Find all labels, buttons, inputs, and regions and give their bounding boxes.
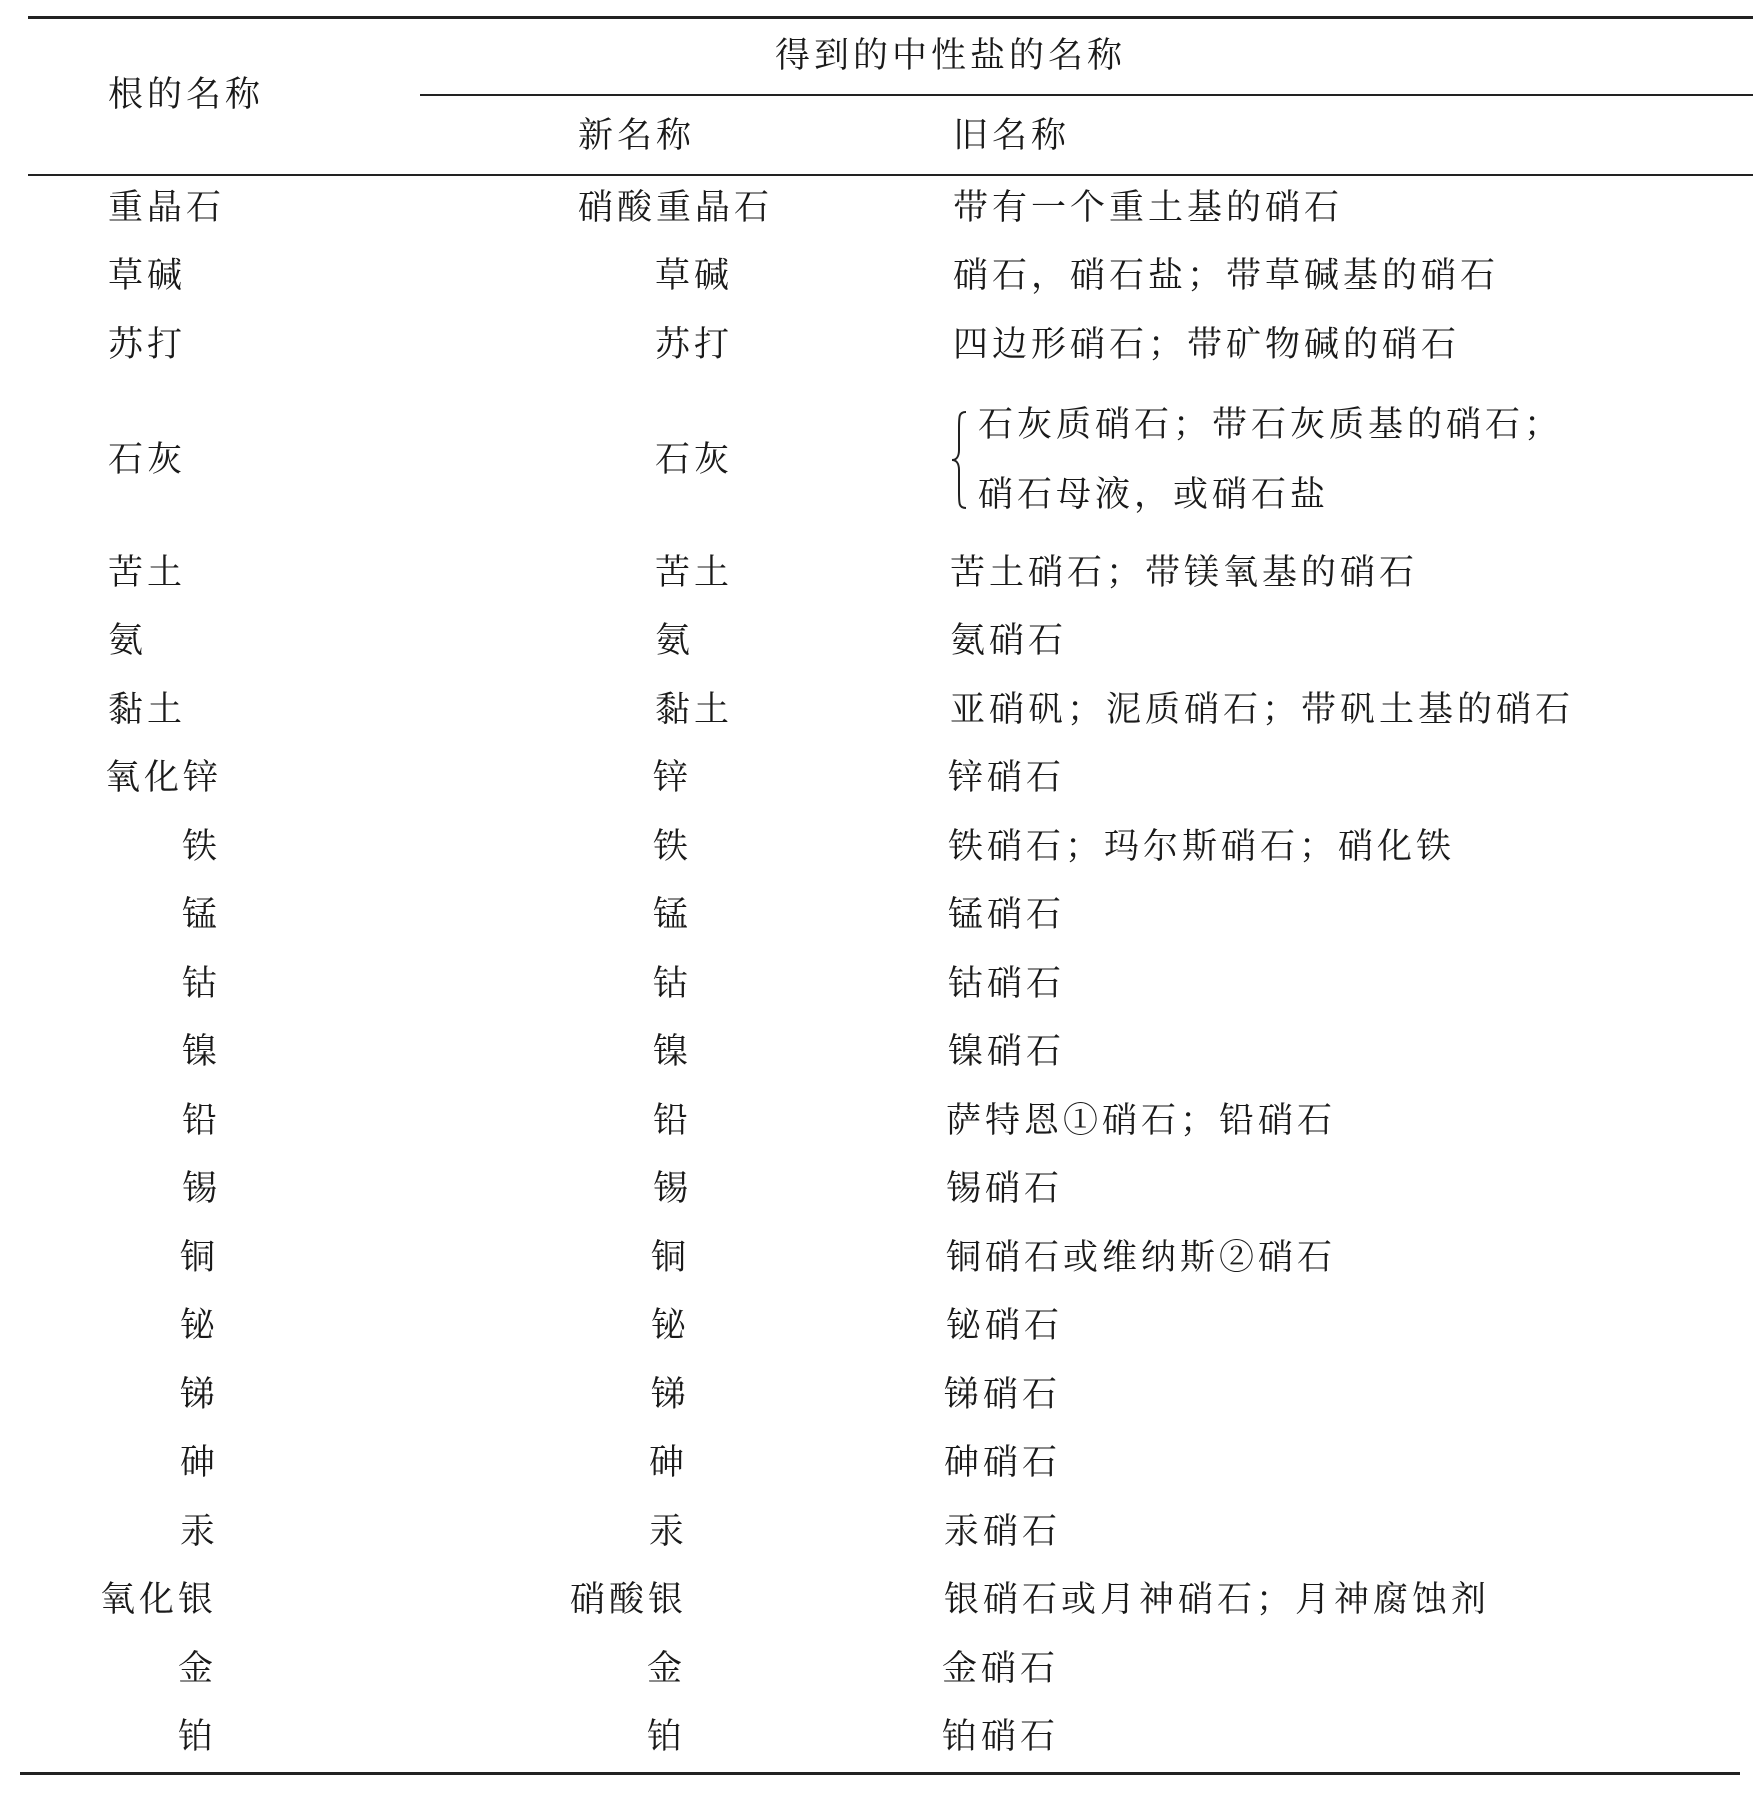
table-bottom-rule — [20, 1772, 1740, 1775]
cell-new: 苏打 — [655, 325, 734, 365]
cell-new: 硝酸重晶石 — [578, 188, 774, 228]
cell-root: 铂 — [178, 1717, 218, 1757]
cell-root: 汞 — [180, 1512, 220, 1552]
cell-new: 锑 — [651, 1375, 691, 1415]
cell-old: 铁硝石；玛尔斯硝石；硝化铁 — [948, 827, 1456, 867]
cell-old: 萨特恩①硝石；铅硝石 — [946, 1101, 1337, 1141]
cell-root: 金 — [178, 1649, 218, 1689]
cell-new: 铋 — [651, 1306, 691, 1346]
cell-root: 黏土 — [108, 690, 187, 730]
table-top-rule — [28, 16, 1753, 19]
cell-old: 硝石，硝石盐；带草碱基的硝石 — [953, 256, 1500, 296]
cell-old: 锰硝石 — [948, 895, 1066, 935]
cell-old: 带有一个重土基的硝石 — [953, 188, 1344, 228]
cell-old: 锌硝石 — [948, 758, 1066, 798]
cell-old: 砷硝石 — [944, 1443, 1062, 1483]
cell-new: 石灰 — [655, 440, 734, 480]
header-old-name: 旧名称 — [953, 116, 1071, 156]
cell-root: 重晶石 — [108, 188, 226, 228]
cell-new: 汞 — [649, 1512, 689, 1552]
cell-root: 锑 — [180, 1375, 220, 1415]
cell-old: 铋硝石 — [946, 1306, 1064, 1346]
cell-old: 镍硝石 — [948, 1032, 1066, 1072]
cell-old: 铜硝石或维纳斯②硝石 — [946, 1238, 1337, 1278]
cell-root: 铜 — [180, 1238, 220, 1278]
cell-old: 铂硝石 — [942, 1717, 1060, 1757]
cell-root: 铁 — [182, 827, 222, 867]
cell-new: 氨 — [655, 621, 695, 661]
cell-new: 金 — [647, 1649, 687, 1689]
cell-old: 钴硝石 — [948, 964, 1066, 1004]
header-bottom-rule — [28, 174, 1753, 176]
cell-old: 苦土硝石；带镁氧基的硝石 — [950, 553, 1419, 593]
cell-root: 石灰 — [108, 440, 187, 480]
header-root-name: 根的名称 — [108, 75, 265, 115]
header-salt-group: 得到的中性盐的名称 — [775, 36, 1127, 76]
cell-old: 四边形硝石；带矿物碱的硝石 — [953, 325, 1461, 365]
cell-old: 锑硝石 — [944, 1375, 1062, 1415]
cell-new: 锌 — [653, 758, 693, 798]
cell-old-line: 石灰质硝石；带石灰质基的硝石； — [978, 405, 1564, 445]
cell-new: 黏土 — [655, 690, 734, 730]
header-new-name: 新名称 — [578, 116, 696, 156]
cell-new: 锡 — [653, 1169, 693, 1209]
cell-root: 钴 — [182, 964, 222, 1004]
cell-old: 氨硝石 — [950, 621, 1068, 661]
cell-new: 铂 — [647, 1717, 687, 1757]
cell-root: 砷 — [180, 1443, 220, 1483]
cell-new: 苦土 — [655, 553, 734, 593]
header-group-rule — [420, 94, 1753, 96]
cell-old: 汞硝石 — [944, 1512, 1062, 1552]
cell-old: 金硝石 — [942, 1649, 1060, 1689]
cell-old: 亚硝矾；泥质硝石；带矾土基的硝石 — [950, 690, 1575, 730]
cell-root: 草碱 — [108, 256, 187, 296]
cell-new: 铅 — [653, 1101, 693, 1141]
cell-root: 铋 — [180, 1306, 220, 1346]
cell-root: 氨 — [108, 621, 148, 661]
cell-new: 锰 — [653, 895, 693, 935]
cell-old-line: 硝石母液，或硝石盐 — [978, 475, 1330, 515]
cell-old: 锡硝石 — [946, 1169, 1064, 1209]
cell-new: 镍 — [653, 1032, 693, 1072]
cell-new: 铁 — [653, 827, 693, 867]
cell-root: 锰 — [182, 895, 222, 935]
cell-new: 硝酸银 — [570, 1580, 688, 1620]
cell-root: 苦土 — [108, 553, 187, 593]
curly-brace-icon — [950, 410, 970, 510]
cell-new: 钴 — [653, 964, 693, 1004]
cell-root: 苏打 — [108, 325, 187, 365]
cell-new: 砷 — [649, 1443, 689, 1483]
cell-root: 氧化银 — [100, 1580, 218, 1620]
cell-root: 镍 — [182, 1032, 222, 1072]
cell-root: 锡 — [182, 1169, 222, 1209]
cell-root: 铅 — [182, 1101, 222, 1141]
cell-root: 氧化锌 — [105, 758, 223, 798]
cell-new: 铜 — [651, 1238, 691, 1278]
cell-new: 草碱 — [655, 256, 734, 296]
cell-old: 银硝石或月神硝石；月神腐蚀剂 — [944, 1580, 1491, 1620]
